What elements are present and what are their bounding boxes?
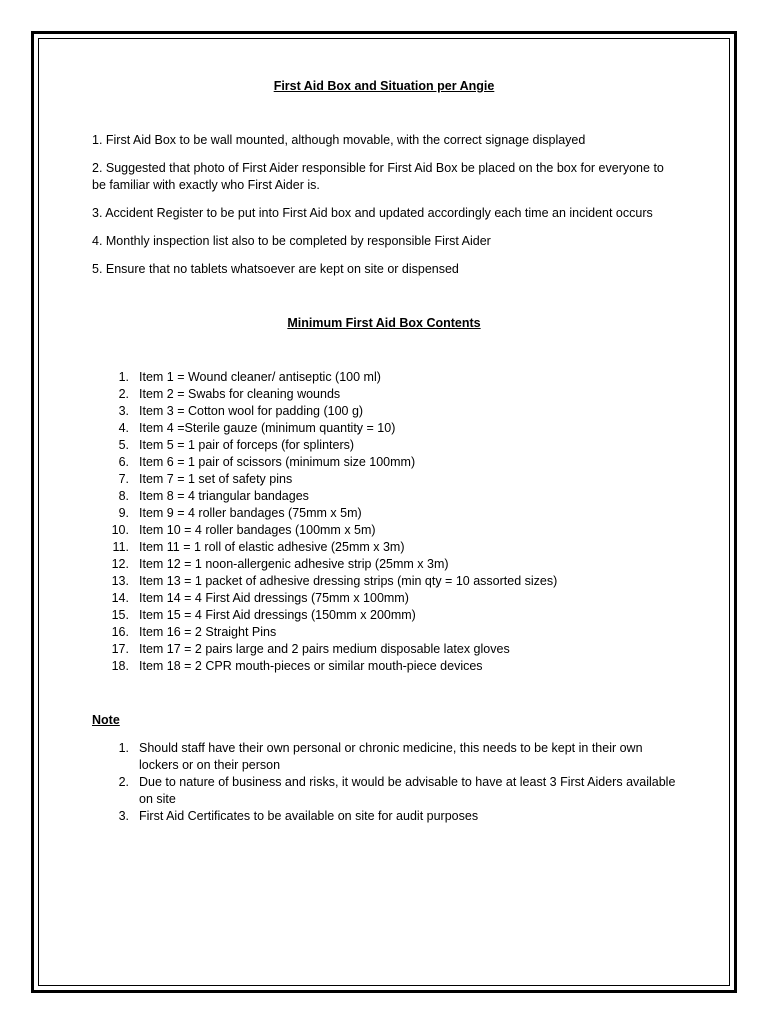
list-item: 15. Item 15 = 4 First Aid dressings (150mm x 200mm) [111,608,416,622]
list-item: 3. Item 3 = Cotton wool for padding (100 g) [118,404,364,418]
document-title: First Aid Box and Situation per Angie [273,79,495,93]
paragraph-3: 3. Accident Register to be put into First Aid box and updated accordingly each time an incident occurs [92,206,653,220]
list-item: 13. Item 13 = 1 packet of adhesive dressing strips (min qty = 10 assorted sizes) [111,574,558,588]
list-item: 2. Item 2 = Swabs for cleaning wounds [118,387,341,401]
list-item: 9. Item 9 = 4 roller bandages (75mm x 5m) [118,506,362,520]
paragraph-2: 2. Suggested that photo of First Aider responsible for First Aid Box be placed on the box for everyone to be familiar with exactly who First Aider is. [92,161,664,192]
list-item: 7. Item 7 = 1 set of safety pins [118,472,293,486]
paragraph-4: 4. Monthly inspection list also to be completed by responsible First Aider [92,234,491,248]
notes-list [92,740,676,825]
list-item: 10. Item 10 = 4 roller bandages (100mm x 5m) [111,523,376,537]
list-item: 16. Item 16 = 2 Straight Pins [111,625,277,639]
list-item: 11. Item 11 = 1 roll of elastic adhesive (25mm x 3m) [112,540,405,554]
list-item: 3. First Aid Certificates to be available on site for audit purposes [118,809,479,823]
list-item: 2. Due to nature of business and risks, it would be advisable to have at least 3 First Aiders available on site [118,775,676,806]
contents-heading: Minimum First Aid Box Contents [287,316,481,330]
list-item: 6. Item 6 = 1 pair of scissors (minimum size 100mm) [118,455,416,469]
list-item: 5. Item 5 = 1 pair of forceps (for splinters) [118,438,355,452]
paragraph-1: 1. First Aid Box to be wall mounted, although movable, with the correct signage displayed [92,133,586,147]
paragraph-5: 5. Ensure that no tablets whatsoever are kept on site or dispensed [92,262,459,276]
list-item: 1. Item 1 = Wound cleaner/ antiseptic (100 ml) [118,370,381,384]
contents-list [92,369,676,675]
list-item: 14. Item 14 = 4 First Aid dressings (75mm x 100mm) [111,591,409,605]
document-body [92,78,676,825]
list-item: 1. Should staff have their own personal or chronic medicine, this needs to be kept in their own lockers or on their person [118,741,643,772]
list-item: 8. Item 8 = 4 triangular bandages [118,489,309,503]
list-item: 17. Item 17 = 2 pairs large and 2 pairs medium disposable latex gloves [111,642,510,656]
list-item: 12. Item 12 = 1 noon-allergenic adhesive strip (25mm x 3m) [111,557,449,571]
list-item: 18. Item 18 = 2 CPR mouth-pieces or similar mouth-piece devices [111,659,483,673]
note-heading: Note [92,713,120,727]
list-item: 4. Item 4 =Sterile gauze (minimum quantity = 10) [118,421,396,435]
